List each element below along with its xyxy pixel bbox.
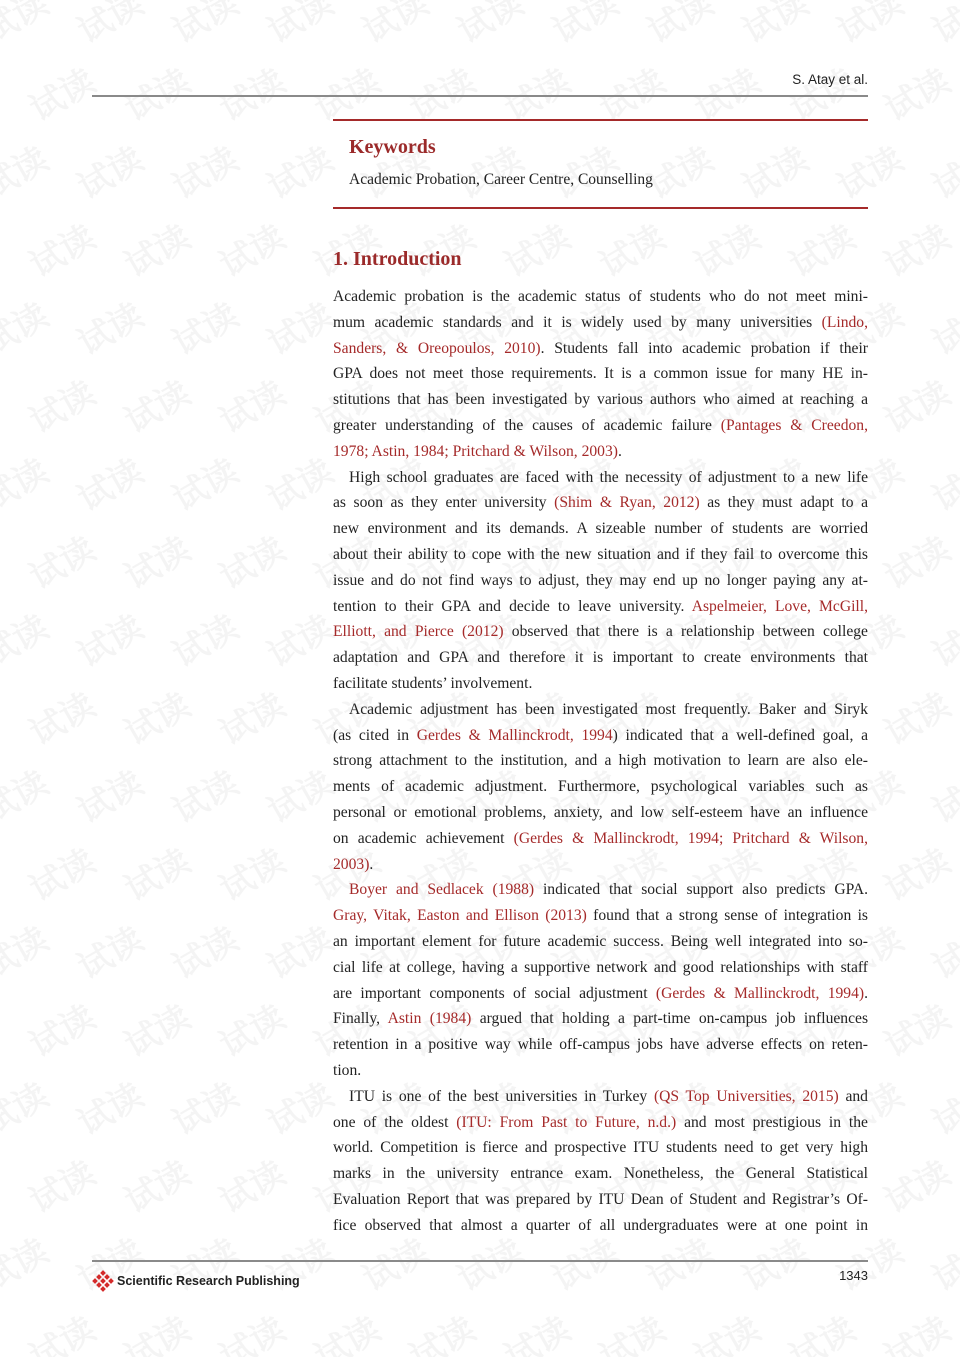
watermark-mark xyxy=(874,1146,957,1222)
watermark-mark xyxy=(209,1146,292,1222)
watermark-mark xyxy=(114,522,197,598)
watermark-mark xyxy=(874,210,957,286)
text-line xyxy=(333,645,868,671)
watermark-mark xyxy=(19,678,102,754)
text-line xyxy=(333,439,868,465)
text-run: stitutions that has been investigated by various authors who aimed at reaching a xyxy=(333,391,868,409)
citation-link[interactable]: Elliott, and Pierce (2012) xyxy=(333,623,504,641)
watermark-mark xyxy=(209,366,292,442)
watermark-mark xyxy=(732,0,815,53)
header-rule xyxy=(92,95,868,97)
watermark-mark xyxy=(874,678,957,754)
text-run: world. Competition is fierce and prospective ITU students need to get very high xyxy=(333,1139,868,1157)
text-line xyxy=(333,1084,868,1110)
watermark-mark xyxy=(67,912,150,988)
text-line xyxy=(333,800,868,826)
citation-link[interactable]: (Gerdes & Mallinckrodt, 1994; Pritchard & Wilson, xyxy=(513,829,868,847)
body-text xyxy=(333,284,868,1238)
publisher-name: Scientific Research Publishing xyxy=(117,1274,300,1288)
watermark-mark xyxy=(0,132,56,208)
text-line xyxy=(333,594,868,620)
watermark-mark xyxy=(494,210,577,286)
text-run: new environment and its demands. A sizeable number of students are worried xyxy=(333,520,868,538)
text-run: as soon as they enter university xyxy=(333,494,555,512)
watermark-mark xyxy=(209,522,292,598)
text-run: about their ability to cope with the new situation and if they fail to overcome this xyxy=(333,545,868,563)
citation-link[interactable]: (Shim & Ryan, 2012) xyxy=(554,494,700,512)
watermark-mark xyxy=(114,54,197,130)
text-run: fice observed that almost a quarter of all undergraduates were at one point in xyxy=(333,1216,868,1234)
watermark-mark xyxy=(19,210,102,286)
watermark-mark xyxy=(922,756,960,832)
text-line xyxy=(333,619,868,645)
text-line xyxy=(333,723,868,749)
watermark-mark xyxy=(209,210,292,286)
text-line xyxy=(333,284,868,310)
watermark-mark xyxy=(732,132,815,208)
text-line xyxy=(333,413,868,439)
text-run: as they must adapt to a xyxy=(699,494,868,512)
citation-link[interactable]: (Lindo, xyxy=(821,313,868,331)
section-title: 1. Introduction xyxy=(333,248,462,270)
text-run: are important components of social adjustment xyxy=(333,984,656,1002)
text-line xyxy=(333,955,868,981)
watermark-mark xyxy=(19,522,102,598)
watermark-mark xyxy=(0,912,56,988)
text-run: greater understanding of the causes of academic failure xyxy=(333,416,721,434)
watermark-mark xyxy=(67,0,150,53)
text-line xyxy=(333,516,868,542)
text-line xyxy=(333,981,868,1007)
text-line xyxy=(333,1058,868,1084)
watermark-mark xyxy=(257,756,340,832)
watermark-mark xyxy=(922,1068,960,1144)
watermark-mark xyxy=(114,366,197,442)
watermark-mark xyxy=(67,132,150,208)
watermark-mark xyxy=(114,990,197,1066)
watermark-mark xyxy=(827,132,910,208)
watermark-mark xyxy=(352,0,435,53)
text-run: Finally, xyxy=(333,1010,388,1028)
watermark-mark xyxy=(922,1224,960,1300)
text-run: . xyxy=(369,855,374,873)
citation-link[interactable]: 2003) xyxy=(333,855,370,873)
text-run: strong attachment to the institution, and a high motivation to learn are also ele- xyxy=(333,752,868,770)
text-run: ) indicated that a well-defined goal, a xyxy=(612,726,868,744)
text-run: and most prestigious in the xyxy=(676,1113,868,1131)
text-line xyxy=(333,542,868,568)
watermark-mark xyxy=(304,1302,387,1357)
watermark-mark xyxy=(19,990,102,1066)
watermark-mark xyxy=(779,210,862,286)
text-run: GPA does not meet those requirements. It is a common issue for many HE in- xyxy=(333,365,868,383)
watermark-mark xyxy=(114,210,197,286)
text-line xyxy=(333,929,868,955)
text-line xyxy=(333,903,868,929)
text-run: one of the oldest xyxy=(333,1113,457,1131)
text-line xyxy=(333,1110,868,1136)
text-run: . Students fall into academic probation if their xyxy=(540,339,868,357)
text-line xyxy=(333,1032,868,1058)
text-line xyxy=(333,361,868,387)
watermark-mark xyxy=(162,912,245,988)
text-run: mum academic standards and it is widely used by many universities xyxy=(333,313,822,331)
watermark-mark xyxy=(162,600,245,676)
text-run: on academic achievement xyxy=(333,829,514,847)
watermark-mark xyxy=(162,132,245,208)
scirp-logo-icon xyxy=(92,1270,114,1292)
watermark-mark xyxy=(589,210,672,286)
watermark-mark xyxy=(19,1302,102,1357)
text-line xyxy=(333,387,868,413)
text-line xyxy=(333,568,868,594)
citation-link[interactable]: Gerdes & Mallinckrodt, 1994 xyxy=(416,726,613,744)
keywords-text: Academic Probation, Career Centre, Counselling xyxy=(349,171,653,188)
text-run: found that a strong sense of integration is xyxy=(586,907,868,925)
watermark-mark xyxy=(257,444,340,520)
watermark-mark xyxy=(257,132,340,208)
text-run: adaptation and GPA and therefore it is important to create environments that xyxy=(333,649,868,667)
watermark-mark xyxy=(0,1068,56,1144)
text-line xyxy=(333,1161,868,1187)
watermark-mark xyxy=(19,834,102,910)
text-line xyxy=(333,1187,868,1213)
text-run: personal or emotional problems, anxiety, and low self-esteem have an influence xyxy=(333,803,868,821)
watermark-mark xyxy=(162,444,245,520)
watermark-mark xyxy=(257,600,340,676)
watermark-mark xyxy=(162,756,245,832)
text-line xyxy=(333,1135,868,1161)
watermark-mark xyxy=(0,288,56,364)
watermark-mark xyxy=(19,54,102,130)
watermark-mark xyxy=(257,912,340,988)
watermark-mark xyxy=(922,912,960,988)
watermark-mark xyxy=(874,1302,957,1357)
watermark-mark xyxy=(209,834,292,910)
watermark-mark xyxy=(922,0,960,53)
text-run: argued that holding a part-time on-campus job influences xyxy=(471,1010,869,1028)
watermark-mark xyxy=(67,288,150,364)
text-line xyxy=(333,748,868,774)
text-run: tion. xyxy=(333,1061,362,1079)
watermark-mark xyxy=(589,1302,672,1357)
text-run: an important element for future academic success. Being well integrated into so- xyxy=(333,932,868,950)
watermark-mark xyxy=(0,1224,56,1300)
watermark-mark xyxy=(257,0,340,53)
text-run: Academic adjustment has been investigated most frequently. Baker and Siryk xyxy=(349,700,868,718)
text-run: retention in a positive way while off-campus jobs have adverse effects on reten- xyxy=(333,1036,868,1054)
text-run: High school graduates are faced with the necessity of adjustment to a new life xyxy=(349,468,868,486)
watermark-mark xyxy=(67,600,150,676)
text-line xyxy=(333,1213,868,1239)
text-run: facilitate students’ involvement. xyxy=(333,674,533,692)
watermark-mark xyxy=(67,1068,150,1144)
watermark-mark xyxy=(257,288,340,364)
text-run: (as cited in xyxy=(333,726,417,744)
watermark-mark xyxy=(162,0,245,53)
watermark-mark xyxy=(162,288,245,364)
text-run: tention to their GPA and decide to leave university. xyxy=(333,597,692,615)
keywords-rule-top xyxy=(333,119,868,121)
text-line xyxy=(333,671,868,697)
watermark-mark xyxy=(922,288,960,364)
publisher-logo xyxy=(92,1270,300,1292)
footer-rule xyxy=(92,1260,868,1262)
citation-link[interactable]: 1978; Astin, 1984; Pritchard & Wilson, 2003) xyxy=(333,442,618,460)
watermark-mark xyxy=(684,210,767,286)
citation-link[interactable]: (QS Top Universities, 2015) xyxy=(653,1087,839,1105)
watermark-mark xyxy=(209,54,292,130)
watermark-mark xyxy=(827,0,910,53)
watermark-mark xyxy=(637,0,720,53)
citation-link[interactable]: Gray, Vitak, Easton and Ellison (2013) xyxy=(333,907,587,925)
citation-link[interactable]: Boyer and Sedlacek (1988) xyxy=(349,881,535,899)
watermark-mark xyxy=(922,132,960,208)
text-line xyxy=(333,877,868,903)
text-run: and xyxy=(838,1087,868,1105)
citation-link[interactable]: Astin (1984) xyxy=(387,1010,472,1028)
watermark-mark xyxy=(922,444,960,520)
citation-link[interactable]: Aspelmeier, Love, McGill, xyxy=(691,597,868,615)
text-run: ITU is one of the best universities in Turkey xyxy=(349,1087,654,1105)
text-run: issue and do not find ways to adjust, they may end up no longer paying any at- xyxy=(333,571,868,589)
watermark-mark xyxy=(19,366,102,442)
keywords-title: Keywords xyxy=(349,136,436,158)
watermark-mark xyxy=(67,756,150,832)
text-line xyxy=(333,310,868,336)
text-line xyxy=(333,465,868,491)
text-line xyxy=(333,697,868,723)
text-line xyxy=(333,826,868,852)
watermark-mark xyxy=(0,600,56,676)
watermark-mark xyxy=(114,678,197,754)
text-line xyxy=(333,852,868,878)
watermark-mark xyxy=(922,600,960,676)
page-number: 1343 xyxy=(839,1268,868,1283)
text-run: . xyxy=(617,442,622,460)
watermark-mark xyxy=(114,834,197,910)
text-run: cial life at college, having a supportive network and good relationships with staff xyxy=(333,958,868,976)
watermark-mark xyxy=(0,444,56,520)
text-line xyxy=(333,1006,868,1032)
text-line xyxy=(333,336,868,362)
citation-link[interactable]: (ITU: From Past to Future, n.d.) xyxy=(456,1113,677,1131)
citation-link[interactable]: Sanders, & Oreopoulos, 2010) xyxy=(333,339,541,357)
watermark-mark xyxy=(209,678,292,754)
watermark-mark xyxy=(874,54,957,130)
watermark-mark xyxy=(684,1302,767,1357)
watermark-mark xyxy=(494,1302,577,1357)
watermark-mark xyxy=(209,990,292,1066)
watermark-mark xyxy=(874,990,957,1066)
text-run: indicated that social support also predicts GPA. xyxy=(534,881,868,899)
text-run: observed that there is a relationship between college xyxy=(503,623,868,641)
watermark-mark xyxy=(874,834,957,910)
watermark-mark xyxy=(447,0,530,53)
watermark-mark xyxy=(0,756,56,832)
watermark-mark xyxy=(399,1302,482,1357)
watermark-mark xyxy=(0,0,56,53)
watermark-mark xyxy=(542,0,625,53)
keywords-rule-bottom xyxy=(333,207,868,209)
watermark-mark xyxy=(19,1146,102,1222)
watermark-mark xyxy=(209,1302,292,1357)
citation-link[interactable]: (Gerdes & Mallinckrodt, 1994) xyxy=(655,984,865,1002)
text-run: . xyxy=(864,984,868,1002)
text-run: marks in the university entrance exam. Nonetheless, the General Statistical xyxy=(333,1165,868,1183)
watermark-mark xyxy=(114,1302,197,1357)
watermark-mark xyxy=(257,1068,340,1144)
text-run: ments of academic adjustment. Furthermore, psychological variables such as xyxy=(333,778,868,796)
watermark-mark xyxy=(162,1068,245,1144)
text-run: Academic probation is the academic status of students who do not meet mini- xyxy=(333,288,868,305)
citation-link[interactable]: (Pantages & Creedon, xyxy=(720,416,868,434)
text-run: Evaluation Report that was prepared by ITU Dean of Student and Registrar’s Of- xyxy=(333,1190,868,1208)
watermark-mark xyxy=(874,366,957,442)
watermark-mark xyxy=(114,1146,197,1222)
text-line xyxy=(333,490,868,516)
watermark-mark xyxy=(779,1302,862,1357)
running-header-author: S. Atay et al. xyxy=(792,72,868,87)
watermark-mark xyxy=(874,522,957,598)
text-line xyxy=(333,774,868,800)
watermark-mark xyxy=(67,444,150,520)
